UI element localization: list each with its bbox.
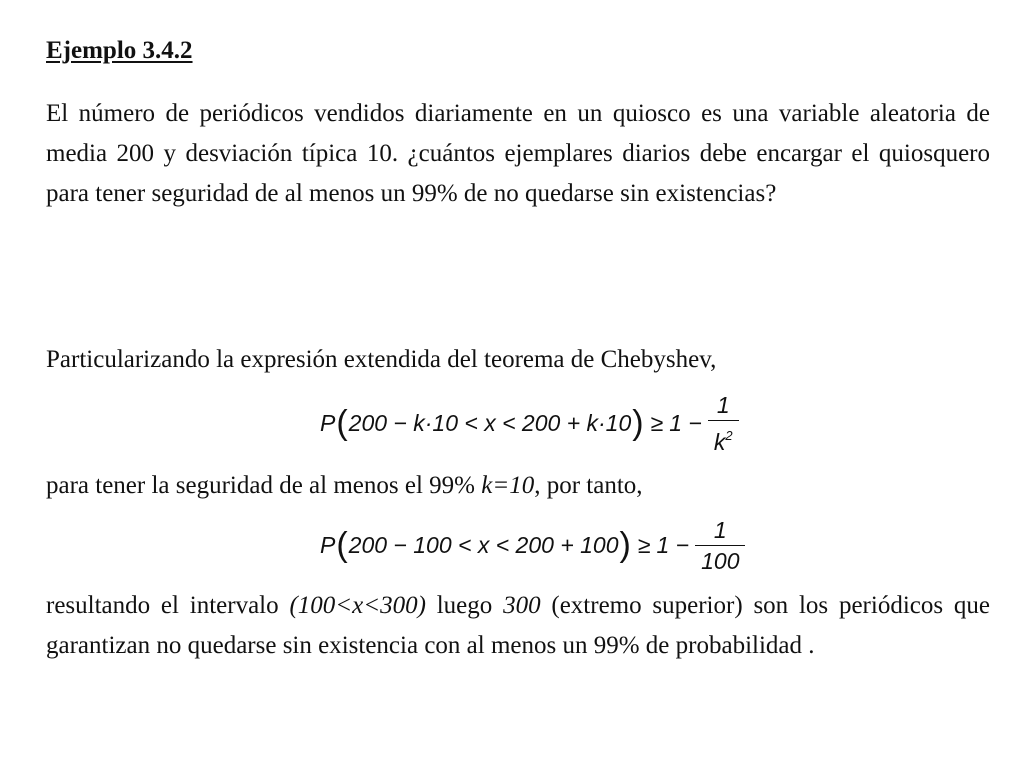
result-text-2: luego <box>425 592 504 619</box>
formula-1-P: P <box>320 409 336 436</box>
result-text-3: (extremo superior) son los periódicos que garantizan no quedarse sin existencia con al menos un 99% de probabilidad . <box>46 592 990 659</box>
formula-1-numerator: 1 <box>716 391 730 418</box>
formula-1-inequality: 200 − k·10 < x < 200 + k·10 <box>348 409 632 436</box>
formula-1-open-paren: ( <box>336 404 348 442</box>
formula-2-one-minus: 1 − <box>656 531 690 558</box>
chebyshev-intro: Particularizando la expresión extendida del teorema de Chebyshev, <box>46 346 717 373</box>
formula-1-fraction <box>708 392 739 455</box>
k-statement-tail: , por tanto, <box>534 472 643 499</box>
applied-formula <box>320 512 745 578</box>
formula-2-open-paren: ( <box>336 526 348 564</box>
formula-2-inequality: 200 − 100 < x < 200 + 100 <box>348 531 619 558</box>
formula-2-relation: ≥ <box>637 531 651 558</box>
k-statement <box>46 466 990 506</box>
k-statement-text: para tener la seguridad de al menos el 99% <box>46 472 482 499</box>
formula-2-fraction <box>695 517 745 574</box>
formula-1-relation: ≥ <box>650 409 664 436</box>
example-title: Ejemplo 3.4.2 <box>46 37 193 64</box>
formula-2-denominator: 100 <box>695 545 745 574</box>
result-value: 300 <box>503 592 541 619</box>
formula-2-P: P <box>320 531 336 558</box>
result-text-1: resultando el intervalo <box>46 592 290 619</box>
k-value: k=10 <box>481 472 535 499</box>
formula-1-one-minus: 1 − <box>669 409 702 436</box>
problem-statement: El número de periódicos vendidos diariamente en un quiosco es una variable aleatoria de media 200 y desviación típica 10. ¿cuántos ejemplares diarios debe encargar el quiosquero para tener seguridad de al menos un 99% de no quedarse sin existencias? <box>46 100 990 207</box>
formula-2-close-paren: ) <box>619 526 631 564</box>
result-statement <box>46 586 990 666</box>
formula-1-den-base: k <box>713 428 726 455</box>
formula-2-numerator: 1 <box>713 516 727 543</box>
formula-1-denominator <box>708 420 739 455</box>
chebyshev-formula <box>320 392 739 454</box>
formula-1-close-paren: ) <box>632 404 644 442</box>
result-interval: (100<x<300) <box>289 592 426 619</box>
formula-1-den-exponent: 2 <box>725 427 733 443</box>
